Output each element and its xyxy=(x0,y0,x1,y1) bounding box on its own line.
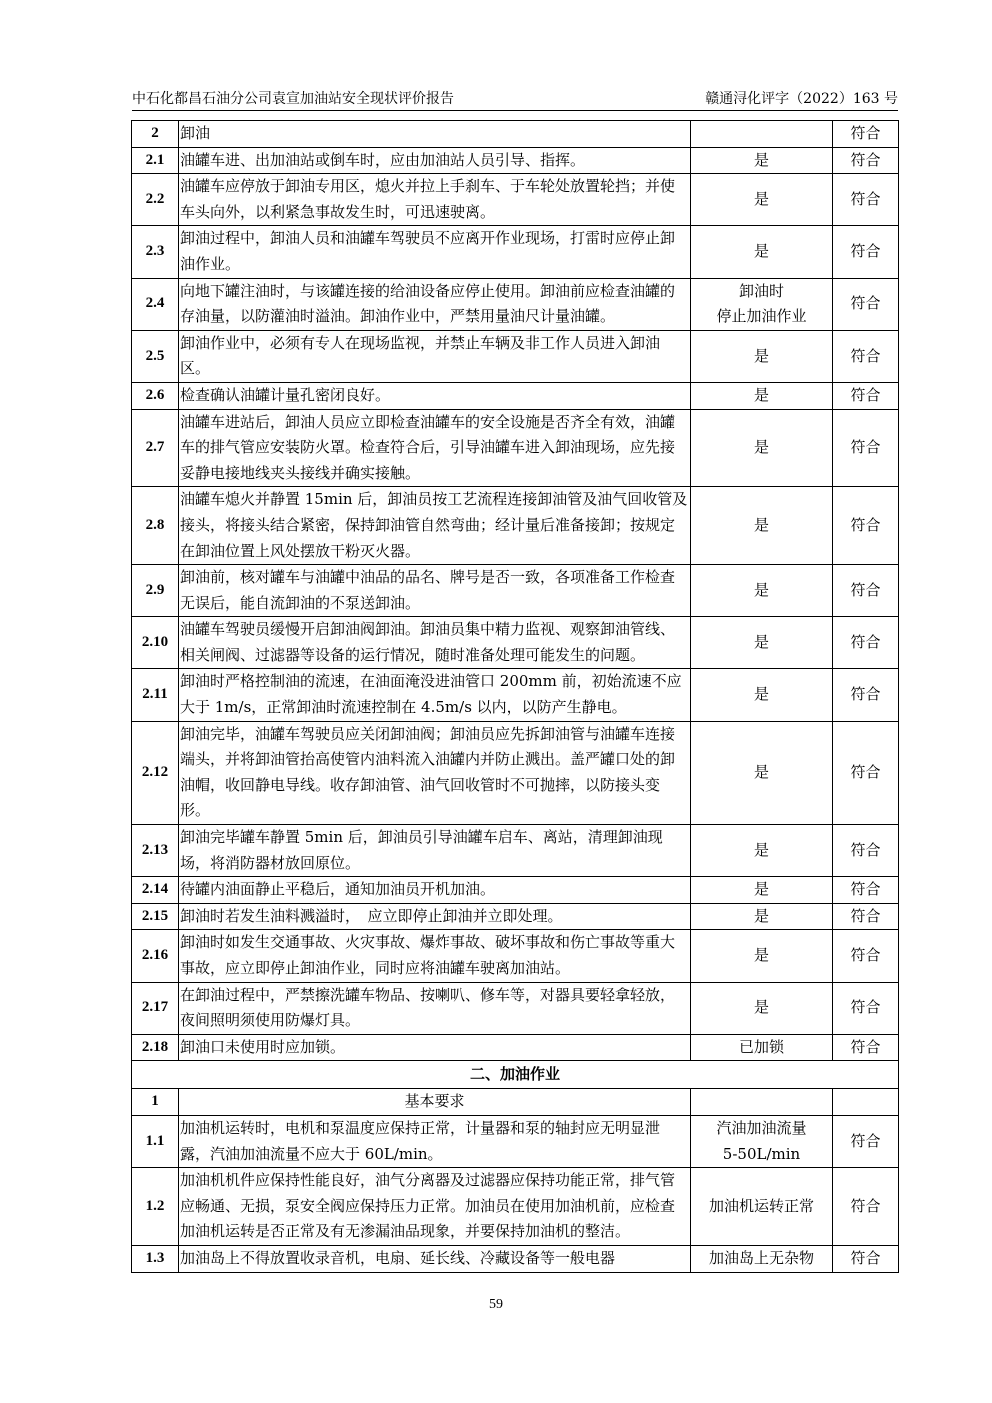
row-number: 2.13 xyxy=(132,825,179,877)
row-content: 油罐车驾驶员缓慢开启卸油阀卸油。卸油员集中精力监视、观察卸油管线、相关闸阀、过滤器等设备的运行情况，随时准备处理可能发生的问题。 xyxy=(179,617,691,669)
row-verdict: 符合 xyxy=(833,930,899,982)
row-content: 卸油时如发生交通事故、火灾事故、爆炸事故、破坏事故和伤亡事故等重大事故，应立即停止卸油作业，同时应将油罐车驶离加油站。 xyxy=(179,930,691,982)
row-content: 检查确认油罐计量孔密闭良好。 xyxy=(179,382,691,409)
table-row xyxy=(132,121,899,148)
row-number: 2.7 xyxy=(132,409,179,487)
table-row xyxy=(132,669,899,721)
row-result: 加油机运转正常 xyxy=(691,1168,833,1246)
table-row xyxy=(132,226,899,278)
row-number: 2.15 xyxy=(132,903,179,930)
table-row xyxy=(132,1089,899,1116)
row-content: 卸油时若发生油料溅溢时， 应立即停止卸油并立即处理。 xyxy=(179,903,691,930)
row-content: 卸油 xyxy=(179,121,691,148)
row-content: 卸油口未使用时应加锁。 xyxy=(179,1034,691,1061)
row-result: 是 xyxy=(691,982,833,1034)
row-verdict: 符合 xyxy=(833,487,899,565)
row-verdict: 符合 xyxy=(833,825,899,877)
row-result: 是 xyxy=(691,877,833,904)
row-number: 2.2 xyxy=(132,174,179,226)
row-verdict: 符合 xyxy=(833,982,899,1034)
row-content: 加油岛上不得放置收录音机，电扇、延长线、冷藏设备等一般电器 xyxy=(179,1245,691,1272)
table-row xyxy=(132,1034,899,1061)
row-verdict: 符合 xyxy=(833,1168,899,1246)
row-number: 2.17 xyxy=(132,982,179,1034)
table-row xyxy=(132,1245,899,1272)
row-content: 在卸油过程中，严禁擦洗罐车物品、按喇叭、修车等，对器具要轻拿轻放，夜间照明须使用防爆灯具。 xyxy=(179,982,691,1034)
table-row xyxy=(132,174,899,226)
row-content: 卸油完毕罐车静置 5min 后，卸油员引导油罐车启车、离站，清理卸油现场，将消防器材放回原位。 xyxy=(179,825,691,877)
section-row xyxy=(132,1061,899,1089)
row-content: 加油机运转时，电机和泵温度应保持正常，计量器和泵的轴封应无明显泄露，汽油加油流量不应大于 60L/min。 xyxy=(179,1115,691,1167)
row-content: 待罐内油面静止平稳后，通知加油员开机加油。 xyxy=(179,877,691,904)
row-content: 基本要求 xyxy=(179,1089,691,1116)
row-content: 卸油前，核对罐车与油罐中油品的品名、牌号是否一致，各项准备工作检查无误后，能自流卸油的不泵送卸油。 xyxy=(179,565,691,617)
page-number: 59 xyxy=(489,1297,503,1312)
row-number: 1.3 xyxy=(132,1245,179,1272)
row-result: 是 xyxy=(691,669,833,721)
row-content: 油罐车熄火并静置 15min 后，卸油员按工艺流程连接卸油管及油气回收管及接头，将接头结合紧密，保持卸油管自然弯曲；经计量后准备接卸；按规定在卸油位置上风处摆放干粉灭火器。 xyxy=(179,487,691,565)
row-result xyxy=(691,1089,833,1116)
row-number: 1.1 xyxy=(132,1115,179,1167)
table-row xyxy=(132,903,899,930)
row-verdict: 符合 xyxy=(833,330,899,382)
table-row xyxy=(132,278,899,330)
row-result: 是 xyxy=(691,565,833,617)
row-number: 2.4 xyxy=(132,278,179,330)
table-row xyxy=(132,487,899,565)
row-verdict: 符合 xyxy=(833,721,899,824)
row-result xyxy=(691,121,833,148)
row-result: 已加锁 xyxy=(691,1034,833,1061)
table-row xyxy=(132,409,899,487)
row-content: 加油机机件应保持性能良好，油气分离器及过滤器应保持功能正常，排气管应畅通、无损，泵安全阀应保持压力正常。加油员在使用加油机前，应检查加油机运转是否正常及有无渗漏油品现象，并要保持加油机的整洁。 xyxy=(179,1168,691,1246)
row-content: 向地下罐注油时，与该罐连接的给油设备应停止使用。卸油前应检查油罐的存油量，以防灌油时溢油。卸油作业中，严禁用量油尺计量油罐。 xyxy=(179,278,691,330)
row-content: 油罐车进站后，卸油人员应立即检查油罐车的安全设施是否齐全有效，油罐车的排气管应安装防火罩。检查符合后，引导油罐车进入卸油现场，应先接妥静电接地线夹头接线并确实接触。 xyxy=(179,409,691,487)
table-row xyxy=(132,1168,899,1246)
row-number: 2.9 xyxy=(132,565,179,617)
row-verdict: 符合 xyxy=(833,1245,899,1272)
row-number: 2.1 xyxy=(132,147,179,174)
row-result: 是 xyxy=(691,721,833,824)
row-verdict: 符合 xyxy=(833,565,899,617)
row-result: 是 xyxy=(691,487,833,565)
row-result: 是 xyxy=(691,617,833,669)
row-verdict: 符合 xyxy=(833,226,899,278)
row-number: 2.6 xyxy=(132,382,179,409)
row-number: 2.14 xyxy=(132,877,179,904)
table-row xyxy=(132,565,899,617)
table-row xyxy=(132,382,899,409)
row-number: 1 xyxy=(132,1089,179,1116)
row-content: 卸油过程中，卸油人员和油罐车驾驶员不应离开作业现场，打雷时应停止卸油作业。 xyxy=(179,226,691,278)
row-number: 1.2 xyxy=(132,1168,179,1246)
row-result: 汽油加油流量 5-50L/min xyxy=(691,1115,833,1167)
row-content: 油罐车应停放于卸油专用区，熄火并拉上手刹车、于车轮处放置轮挡；并使车头向外，以利紧急事故发生时，可迅速驶离。 xyxy=(179,174,691,226)
row-verdict: 符合 xyxy=(833,278,899,330)
row-number: 2.5 xyxy=(132,330,179,382)
row-verdict: 符合 xyxy=(833,174,899,226)
row-verdict: 符合 xyxy=(833,121,899,148)
row-content: 卸油作业中，必须有专人在现场监视，并禁止车辆及非工作人员进入卸油区。 xyxy=(179,330,691,382)
row-verdict: 符合 xyxy=(833,147,899,174)
row-verdict: 符合 xyxy=(833,409,899,487)
table-row xyxy=(132,982,899,1034)
row-number: 2.18 xyxy=(132,1034,179,1061)
row-result: 是 xyxy=(691,382,833,409)
row-verdict xyxy=(833,1089,899,1116)
row-result: 加油岛上无杂物 xyxy=(691,1245,833,1272)
table-row xyxy=(132,147,899,174)
row-verdict: 符合 xyxy=(833,1034,899,1061)
page-header xyxy=(132,88,898,111)
table-row xyxy=(132,721,899,824)
row-content: 卸油时严格控制油的流速，在油面淹没进油管口 200mm 前，初始流速不应大于 1m/s，正常卸油时流速控制在 4.5m/s 以内，以防产生静电。 xyxy=(179,669,691,721)
inspection-table xyxy=(131,120,899,1273)
table-row xyxy=(132,1115,899,1167)
row-content: 油罐车进、出加油站或倒车时，应由加油站人员引导、指挥。 xyxy=(179,147,691,174)
row-verdict: 符合 xyxy=(833,382,899,409)
table-row xyxy=(132,930,899,982)
table-row xyxy=(132,877,899,904)
row-verdict: 符合 xyxy=(833,903,899,930)
row-result: 是 xyxy=(691,930,833,982)
row-result: 是 xyxy=(691,903,833,930)
row-verdict: 符合 xyxy=(833,877,899,904)
row-result: 是 xyxy=(691,147,833,174)
row-content: 卸油完毕，油罐车驾驶员应关闭卸油阀；卸油员应先拆卸油管与油罐车连接端头，并将卸油管抬高使管内油料流入油罐内并防止溅出。盖严罐口处的卸油帽，收回静电导线。收存卸油管、油气回收管时不可抛摔，以防接头变形。 xyxy=(179,721,691,824)
section-title: 二、加油作业 xyxy=(132,1061,899,1089)
report-title: 中石化都昌石油分公司袁宣加油站安全现状评价报告 xyxy=(132,91,454,107)
row-number: 2.3 xyxy=(132,226,179,278)
row-number: 2.10 xyxy=(132,617,179,669)
row-result: 是 xyxy=(691,174,833,226)
row-number: 2.8 xyxy=(132,487,179,565)
row-result: 卸油时 停止加油作业 xyxy=(691,278,833,330)
report-number: 赣通浔化评字（2022）163 号 xyxy=(705,91,898,107)
row-result: 是 xyxy=(691,409,833,487)
row-number: 2.16 xyxy=(132,930,179,982)
row-number: 2.11 xyxy=(132,669,179,721)
row-verdict: 符合 xyxy=(833,669,899,721)
table-row xyxy=(132,330,899,382)
table-row xyxy=(132,825,899,877)
row-verdict: 符合 xyxy=(833,617,899,669)
row-verdict: 符合 xyxy=(833,1115,899,1167)
row-result: 是 xyxy=(691,825,833,877)
row-number: 2.12 xyxy=(132,721,179,824)
row-result: 是 xyxy=(691,330,833,382)
table-row xyxy=(132,617,899,669)
row-number: 2 xyxy=(132,121,179,148)
row-result: 是 xyxy=(691,226,833,278)
